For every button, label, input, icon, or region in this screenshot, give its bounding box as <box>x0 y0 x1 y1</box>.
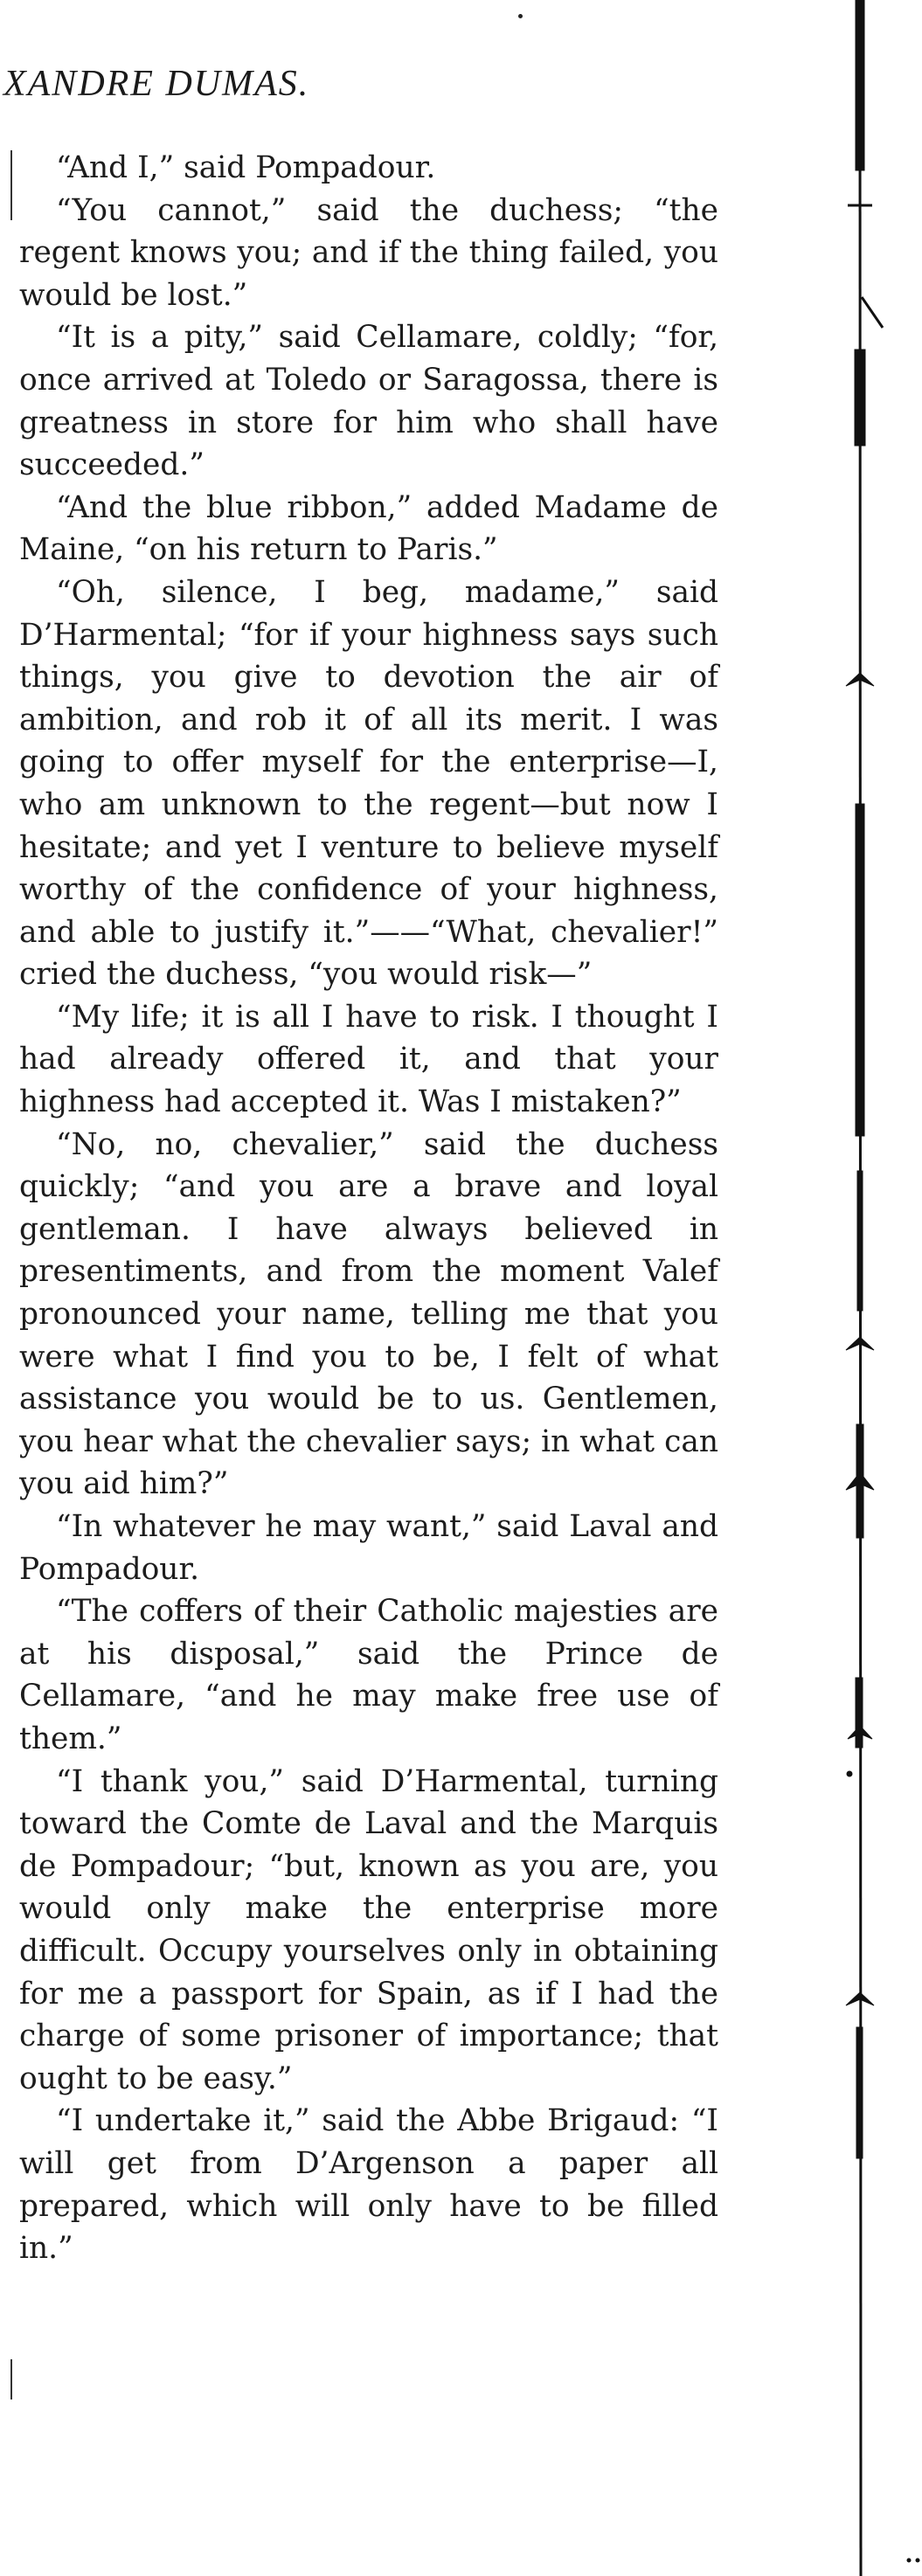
text-column <box>19 147 718 2270</box>
binding-tick <box>862 297 883 328</box>
binding-thick-segment <box>856 804 864 1136</box>
binding-thick-segment <box>856 0 864 170</box>
binding-thick-segment <box>856 2027 863 2158</box>
binding-dot <box>916 2559 919 2562</box>
paragraph: “My life; it is all I have to risk. I thought I had already offered it, and that your highness had accepted it. Was I mistaken?” <box>19 999 718 1120</box>
paragraph: “And the blue ribbon,” added Madame de Maine, “on his return to Paris.” <box>19 489 718 568</box>
paragraph: “It is a pity,” said Cellamare, coldly; “for, once arrived at Toledo or Saragossa, there is greatness in store for him who shall have succeeded.” <box>19 320 718 483</box>
paragraph: “You cannot,” said the duchess; “the regent knows you; and if the thing failed, you would be lost.” <box>19 192 718 313</box>
paragraph: “In whatever he may want,” said Laval and Pompadour. <box>19 1509 718 1587</box>
paragraph: “The coffers of their Catholic majesties are at his disposal,” said the Prince de Cellamare, “and he may make free use of them.” <box>19 1594 718 1756</box>
left-margin-rule-bottom <box>10 2359 12 2399</box>
paragraph: “I thank you,” said D’Harmental, turning toward the Comte de Laval and the Marquis de Pompadour; “but, known as you are, you would only make the enterprise more difficult. Occupy yourselves only in obtaining for me a passport for Spain, as if I had the charge of some prisoner of importance; that ought to be easy.” <box>19 1763 718 2096</box>
paragraph: “No, no, chevalier,” said the duchess quickly; “and you are a brave and loyal gentleman. I have always believed in presentiments, and from the moment Valef pronounced your name, telling me that you were what I find you to be, I felt of what assistance you would be to us. Gentlemen, you hear what the chevalier says; in what can you aid him?” <box>19 1126 718 1502</box>
paragraph: “I undertake it,” said the Abbe Brigaud: “I will get from D’Argenson a paper all prepared, which will only have to be filled in.” <box>19 2103 718 2267</box>
running-header: XANDRE DUMAS. <box>3 64 310 104</box>
paragraph: “And I,” said Pompadour. <box>56 150 436 185</box>
binding-thick-segment <box>857 1171 863 1311</box>
binding-thick-segment <box>856 1678 863 1748</box>
binding-edge <box>830 0 922 2576</box>
paragraph: “Oh, silence, I beg, madame,” said D’Harmental; “for if your highness says such things, you give to devotion the air of ambition, and rob it of all its merit. I was going to offer myself for the enterprise—I, who am unknown to the regent—but now I hesitate; and yet I venture to believe myself worthy of the confidence of your highness, and able to justify it.”——“What, chevalier!” cried the duchess, “you would risk—” <box>19 574 718 993</box>
top-ink-dot <box>518 14 523 18</box>
binding-thick-segment <box>855 350 865 446</box>
binding-dot <box>907 2559 911 2562</box>
binding-dot <box>847 1771 852 1776</box>
left-margin-rule-top <box>10 150 12 220</box>
